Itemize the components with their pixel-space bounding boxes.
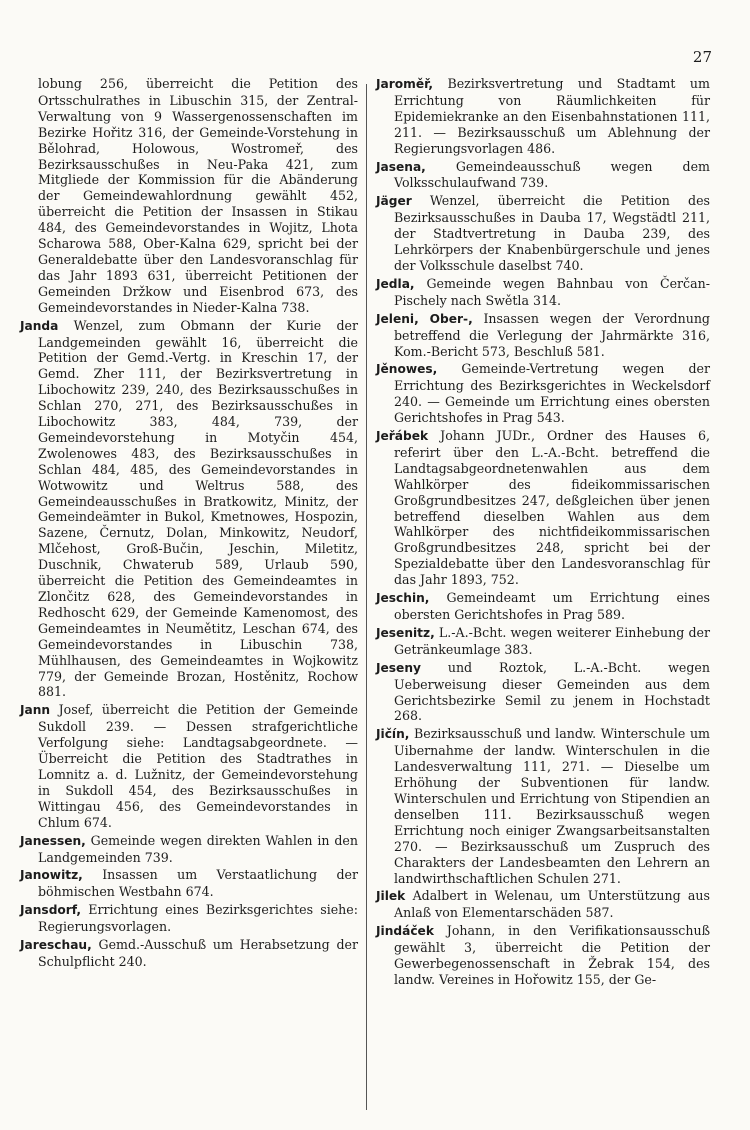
entry-heading: Jeseny	[376, 660, 421, 675]
index-entry: Jaroměř, Bezirksvertretung und Stadtamt um Errichtung von Räumlichkeiten für Epidemiekranke an den Eisenbahnstationen 111, 211. — Bezirksausschuß um Ablehnung der Regierungsvorlagen 486.	[376, 76, 710, 156]
entry-heading: Jindáček	[376, 924, 434, 939]
entry-heading: Jilek	[376, 889, 406, 904]
entry-heading: Jesenitz,	[376, 625, 435, 640]
index-entry: Jeřábek Johann JUDr., Ordner des Hauses 6, referirt über den L.-A.-Bcht. betreffend die Landtagsabgeordnetenwahlen aus dem Wahlkörper des fideikommissarischen Großgrundbesitzes 247, deßgleichen über jenen betreffend dieselben Wahlen aus dem Wahlkörper des nichtfideikommissarischen Großgrundbesitzes 248, spricht bei der Spezialdebatte über den Landesvoranschlag für das Jahr 1893, 752.	[376, 428, 710, 588]
entry-heading: Jičín,	[376, 727, 410, 742]
index-entry: Janowitz, Insassen um Verstaatlichung der böhmischen Westbahn 674.	[20, 867, 358, 900]
index-entry: Janessen, Gemeinde wegen direkten Wahlen in den Landgemeinden 739.	[20, 832, 358, 865]
index-entry: Jedla, Gemeinde wegen Bahnbau von Čerčan-Pischely nach Swětla 314.	[376, 275, 710, 308]
index-entry: Jasena, Gemeindeausschuß wegen dem Volksschulaufwand 739.	[376, 158, 710, 191]
index-entry: Jičín, Bezirksausschuß und landw. Winterschule um Uibernahme der landw. Winterschulen in die Landesverwaltung 111, 271. — Dieselbe um Erhöhung der Subventionen für landw. Winterschulen und Errichtung von Stipendien an denselben 111. Bezirksausschuß wegen Errichtung noch einiger Zwangsarbeitsanstalten 270. — Bezirksausschuß um Zuspruch des Charakters der Landesbeamten den Lehrern an landwirthschaftlichen Schulen 271.	[376, 726, 710, 886]
entry-heading: Janda	[20, 318, 59, 333]
index-entry: Jareschau, Gemd.-Ausschuß um Herabsetzung der Schulpflicht 240.	[20, 937, 358, 969]
entry-heading: Janessen,	[20, 833, 86, 848]
column-divider	[366, 84, 367, 1110]
index-entry: Jeschin, Gemeindeamt um Errichtung eines obersten Gerichtshofes in Prag 589.	[376, 590, 710, 622]
entry-heading: Jeschin,	[376, 591, 430, 606]
page-number: 27	[692, 48, 712, 66]
index-entry: Jesenitz, L.-A.-Bcht. wegen weiterer Einhebung der Getränkeumlage 383.	[376, 624, 710, 657]
entry-heading: Jedla,	[376, 276, 415, 291]
index-entry: Janda Wenzel, zum Obmann der Kurie der Landgemeinden gewählt 16, überreicht die Petition der Gemd.-Vertg. in Kreschin 17, der Gemd. Zher 111, der Bezirksvertretung in Libochowitz 239, 240, des Bezirksausschußes in Schlan 270, 271, des Bezirksausschußes in Libochowitz 383, 484, 739, der Gemeindevorstehung in Motyčin 454, Zwolenowes 483, des Bezirksausschußes in Schlan 484, 485, des Gemeindevorstandes in Wotwowitz und Weltrus 588, des Gemeindeausschußes in Bratkowitz, Minitz, der Gemeindeämter in Bukol, Kmetnowes, Hospozin, Sazene, Černutz, Dolan, Minkowitz, Neudorf, Mlčehost, Groß-Bučin, Jeschin, Miletitz, Duschnik, Chwaterub 589, Urlaub 590, überreicht die Petition des Gemeindeamtes in Zlončitz 628, des Gemeindevorstandes in Redhoscht 629, der Gemeinde Kamenomost, des Gemeindeamtes in Neumětitz, Leschan 674, des Gemeindevorstandes in Libuschin 738, Mühlhausen, des Gemeindeamtes in Wojkowitz 779, der Gemeinde Brozan, Hostěnitz, Rochow 881.	[20, 317, 358, 700]
left-column	[20, 76, 358, 972]
index-entry: Jeleni, Ober-, Insassen wegen der Verordnung betreffend die Verlegung der Jahrmärkte 316, Kom.-Bericht 573, Beschluß 581.	[376, 310, 710, 359]
index-entry: Jäger Wenzel, überreicht die Petition des Bezirksausschußes in Dauba 17, Wegstädtl 211, der Stadtvertretung in Dauba 239, des Lehrkörpers der Knabenbürgerschule und jenes der Volksschule daselbst 740.	[376, 193, 710, 273]
entry-heading: Jareschau,	[20, 938, 92, 953]
index-entry: lobung 256, überreicht die Petition des Ortsschulrathes in Libuschin 315, der Zentral-Verwaltung von 9 Wassergenossenschaften im Bezirke Hořitz 316, der Gemeinde-Vorstehung in Bělohrad, Holowous, Wostromeř, des Bezirksausschußes in Neu-Paka 421, zum Mitgliede der Kommission für die Abänderung der Gemeindewahlordnung gewählt 452, überreicht die Petition der Insassen in Stikau 484, des Gemeindevorstandes in Wojitz, Lhota Scharowa 588, Ober-Kalna 629, spricht bei der Generaldebatte über den Landesvoranschlag für das Jahr 1893 631, überreicht Petitionen der Gemeinden Držkow und Eisenbrod 673, des Gemeindevorstandes in Nieder-Kalna 738.	[38, 76, 358, 315]
entry-heading: Janowitz,	[20, 868, 83, 883]
entry-heading: Jann	[20, 703, 51, 718]
entry-heading: Jaroměř,	[376, 77, 433, 91]
index-entry: Jann Josef, überreicht die Petition der Gemeinde Sukdoll 239. — Dessen strafgerichtliche Verfolgung siehe: Landtagsabgeordnete. — Überreicht die Petition des Stadtrathes in Lomnitz a. d. Lužnitz, der Gemeindevorstehung in Sukdoll 454, des Bezirksausschußes in Wittingau 456, des Gemeindevorstandes in Chlum 674.	[20, 702, 358, 830]
entry-heading: Jěnowes,	[376, 362, 438, 377]
entry-heading: Jeleni, Ober-,	[376, 311, 473, 326]
entry-heading: Jasena,	[376, 159, 426, 174]
entry-heading: Jäger	[376, 194, 412, 209]
index-entry: Jansdorf, Errichtung eines Bezirksgerichtes siehe: Regierungsvorlagen.	[20, 902, 358, 935]
entry-heading: Jansdorf,	[20, 903, 82, 918]
index-entry: Jěnowes, Gemeinde-Vertretung wegen der Errichtung des Bezirksgerichtes in Weckelsdorf 240. — Gemeinde um Errichtung eines obersten Gerichtshofes in Prag 543.	[376, 361, 710, 426]
index-entry: Jeseny und Roztok, L.-A.-Bcht. wegen Ueberweisung dieser Gemeinden aus dem Gerichtsbezirke Semil zu jenem in Hochstadt 268.	[376, 659, 710, 724]
index-entry: Jindáček Johann, in den Verifikationsausschuß gewählt 3, überreicht die Petition der Gewerbegenossenschaft in Žebrak 154, des landw. Vereines in Hořowitz 155, der Ge-	[376, 923, 710, 987]
entry-heading: Jeřábek	[376, 429, 429, 444]
index-entry: Jilek Adalbert in Welenau, um Unterstützung aus Anlaß von Elementarschäden 587.	[376, 888, 710, 921]
right-column	[376, 76, 710, 990]
